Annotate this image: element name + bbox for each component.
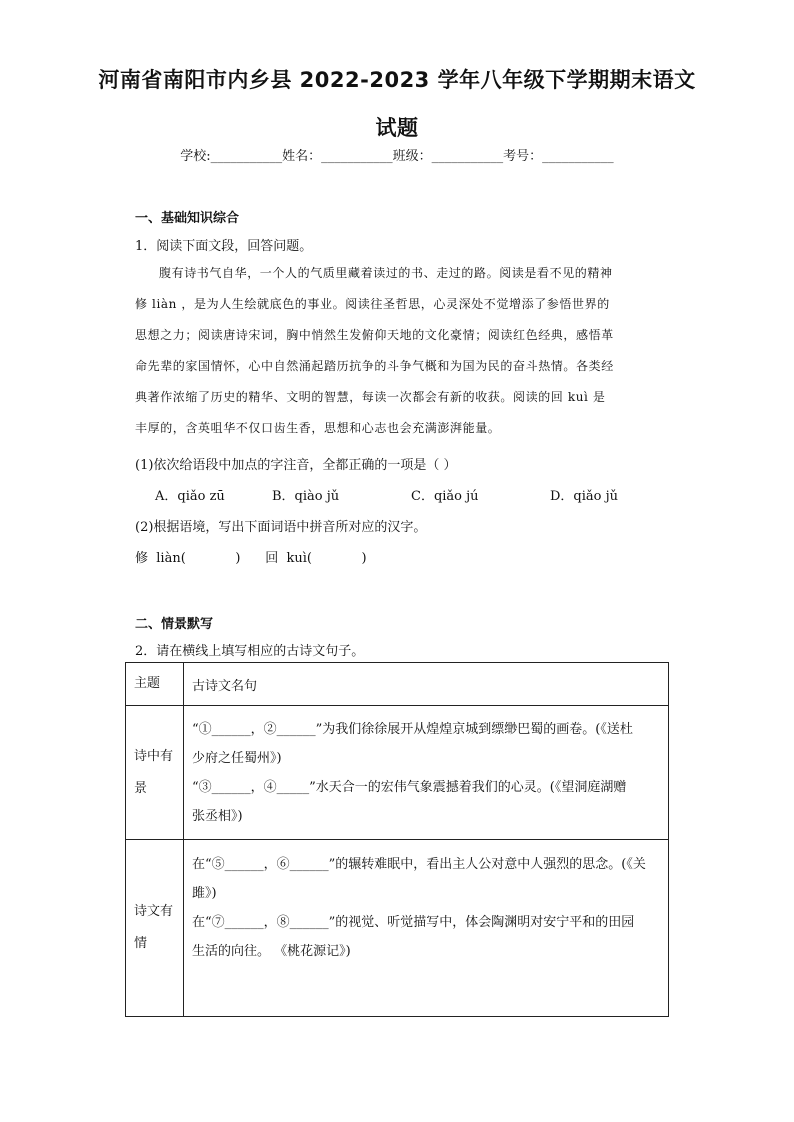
- table-row: [126, 840, 669, 1017]
- option-a[interactable]: A．qiǎo zū: [155, 489, 225, 504]
- doc-title-line2: 试题: [375, 116, 419, 140]
- passage-line: 修 liàn ，是为人生绘就底色的事业。阅读往圣哲思，心灵深处不觉增添了参悟世界的: [135, 297, 610, 311]
- q1-sub2-fill[interactable]: 修 liàn( ) 回 kuì( ): [135, 551, 367, 566]
- poem-line: “③______，④_____”水天合一的宏伟气象震撼着我们的心灵。(《望洞庭湖赠: [192, 779, 627, 795]
- poem-line: 在“⑤______，⑥______”的辗转难眠中，看出主人公对意中人强烈的思念。(《关: [192, 857, 646, 872]
- poem-line: “①______，②______”为我们徐徐展开从煌煌京城到缥缈巴蜀的画卷。(《送杜: [192, 721, 633, 737]
- table-header-theme: 主题: [126, 663, 184, 706]
- poem-line: 生活的向往。 《桃花源记》): [192, 944, 351, 959]
- poem-line: 张丞相》): [192, 808, 243, 824]
- lines-cell[interactable]: [184, 840, 669, 1017]
- poem-line: 少府之任蜀州》): [192, 750, 282, 766]
- q2-stem: 2．请在横线上填写相应的古诗文句子。: [135, 644, 365, 659]
- theme-cell: 诗中有景: [126, 706, 184, 840]
- q1-stem: 1．阅读下面文段，回答问题。: [135, 239, 313, 254]
- doc-title-line1: 河南省南阳市内乡县 2022-2023 学年八年级下学期期末语文: [98, 68, 696, 92]
- q1-sub1: (1)依次给语段中加点的字注音，全都正确的一项是（ ）: [135, 458, 457, 473]
- theme-cell: 诗文有情: [126, 840, 184, 1017]
- poem-line: 雎》): [192, 886, 217, 901]
- poem-table: [125, 662, 669, 1017]
- passage-line: 丰厚的，含英咀华不仅口齿生香，思想和心志也会充满澎湃能量。: [135, 421, 501, 435]
- table-header-lines: 古诗文名句: [184, 663, 669, 706]
- table-row: [126, 706, 669, 840]
- option-b[interactable]: B．qiào jǔ: [272, 489, 340, 504]
- q1-sub2: (2)根据语境，写出下面词语中拼音所对应的汉字。: [135, 520, 427, 535]
- passage-line: 典著作浓缩了历史的精华、文明的智慧，每读一次都会有新的收获。阅读的回 kuì 是: [135, 390, 606, 404]
- passage-line: 思想之力；阅读唐诗宋词，胸中悄然生发俯仰天地的文化豪情；阅读红色经典，感悟革: [135, 328, 614, 342]
- lines-cell[interactable]: [184, 706, 669, 840]
- section1-heading: 一、基础知识综合: [135, 211, 240, 226]
- reading-passage: [135, 258, 660, 444]
- passage-line: 腹有诗书气自华，一个人的气质里藏着读过的书、走过的路。阅读是看不见的精神: [159, 266, 613, 280]
- student-info-line: 学校:___________姓名：___________班级：___________考号：___________: [180, 149, 614, 164]
- passage-line: 命先辈的家国情怀，心中自然涌起踏历抗争的斗争气概和为国为民的奋斗热情。各类经: [135, 359, 614, 373]
- table-header-row: [126, 663, 669, 706]
- poem-line: 在“⑦______，⑧______”的视觉、听觉描写中，体会陶渊明对安宁平和的田园: [192, 915, 635, 930]
- option-d[interactable]: D．qiǎo jǔ: [550, 489, 619, 504]
- section2-heading: 二、情景默写: [135, 617, 214, 632]
- option-c[interactable]: C．qiǎo jú: [411, 489, 479, 504]
